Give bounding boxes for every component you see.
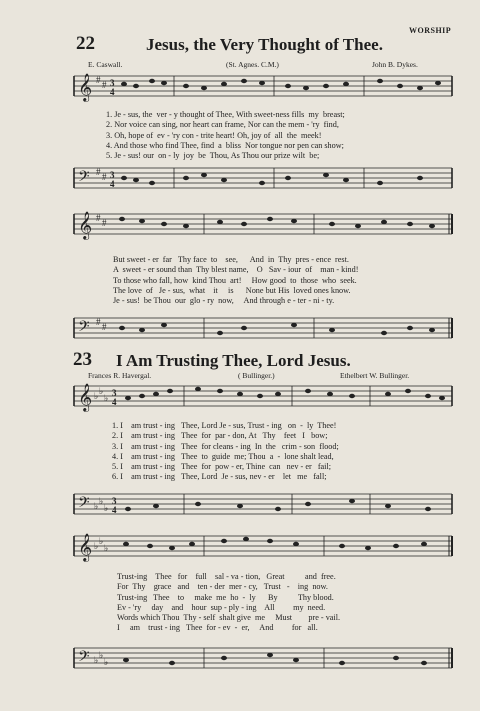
lyric-line: 1. I am trust - ing Thee, Lord Je - sus, Trust - ing on - ly Thee! bbox=[112, 421, 337, 430]
lyric-line: 3. Oh, hope of ev - 'ry con - trite heart! Oh, joy of all the meek! bbox=[106, 130, 322, 140]
svg-text:𝄞: 𝄞 bbox=[78, 75, 93, 101]
lyric-line: Je - sus! be Thou our glo - ry now, And through e - ter - ni - ty. bbox=[113, 296, 335, 306]
hymn-tune: (St. Agnes. C.M.) bbox=[226, 60, 279, 69]
lyric-line: 3. I am trust - ing Thee for cleans - ing In the crim - son flood; bbox=[112, 441, 339, 451]
treble-staff bbox=[74, 380, 452, 420]
svg-text:♭: ♭ bbox=[99, 650, 104, 660]
bass-staff bbox=[74, 486, 452, 524]
svg-text:𝄢: 𝄢 bbox=[78, 318, 90, 338]
hymn-composer: Ethelbert W. Bullinger. bbox=[340, 371, 410, 380]
svg-text:♭: ♭ bbox=[94, 501, 99, 511]
hymn-author: Frances R. Havergal. bbox=[88, 371, 152, 380]
svg-text:#: # bbox=[96, 167, 101, 177]
svg-text:♭: ♭ bbox=[104, 543, 109, 553]
hymn-number: 23 bbox=[73, 349, 92, 370]
svg-text:𝄞: 𝄞 bbox=[78, 385, 93, 411]
hymn-tune: ( Bullinger.) bbox=[238, 371, 275, 380]
svg-text:4: 4 bbox=[110, 87, 115, 97]
svg-text:♭: ♭ bbox=[104, 393, 109, 403]
svg-text:4: 4 bbox=[110, 179, 115, 189]
svg-text:♭: ♭ bbox=[99, 536, 104, 546]
svg-text:3: 3 bbox=[112, 496, 117, 506]
lyric-line: I am trust - ing Thee for - ev - er, And for all. bbox=[117, 623, 318, 633]
lyric-line: 5. Je - sus! our on - ly joy be Thou, As Thou our prize wilt be; bbox=[106, 151, 320, 161]
lyric-line: To those who fall, how kind Thou art! How good to those who seek. bbox=[113, 275, 357, 285]
lyric-line: The love of Je - sus, what it is None but His loved ones know. bbox=[113, 285, 351, 295]
svg-text:𝄢: 𝄢 bbox=[78, 168, 90, 188]
verse-block bbox=[112, 421, 339, 483]
hymn-number: 22 bbox=[76, 33, 95, 54]
svg-text:♭: ♭ bbox=[104, 503, 109, 513]
lyric-line: Ev - 'ry day and hour sup - ply - ing All my need. bbox=[117, 602, 326, 612]
svg-text:4: 4 bbox=[112, 505, 117, 515]
bass-staff bbox=[74, 640, 452, 678]
lyric-line: But sweet - er far Thy face to see, And in Thy pres - ence rest. bbox=[113, 255, 349, 264]
verse-block bbox=[106, 110, 345, 161]
lyric-line: 4. And those who find Thee, find a bliss Nor tongue nor pen can show; bbox=[106, 140, 344, 150]
lyric-line: A sweet - er sound than Thy blest name, O Sav - iour of man - kind! bbox=[113, 265, 359, 275]
svg-text:#: # bbox=[102, 172, 107, 182]
verse-block bbox=[113, 255, 358, 306]
svg-text:𝄞: 𝄞 bbox=[78, 213, 93, 239]
svg-text:♭: ♭ bbox=[99, 386, 104, 396]
svg-text:♭: ♭ bbox=[94, 391, 99, 401]
lyric-line: 2. I am trust - ing Thee for par - don, At Thy feet I bow; bbox=[112, 431, 328, 441]
treble-staff bbox=[74, 530, 452, 570]
hymn-author: E. Caswall. bbox=[88, 60, 123, 69]
bass-staff bbox=[74, 310, 452, 348]
lyric-line: 2. Nor voice can sing, nor heart can frame, Nor can the mem - 'ry find, bbox=[106, 120, 339, 130]
section-label: WORSHIP bbox=[409, 26, 452, 35]
lyric-line: Trust-ing Thee to make me ho - ly By Thy blood. bbox=[117, 592, 334, 602]
svg-text:3: 3 bbox=[110, 170, 115, 180]
bass-staff bbox=[74, 160, 452, 200]
lyric-line: For Thy grace and ten - der mer - cy, Trust - ing now. bbox=[117, 582, 328, 592]
svg-text:𝄞: 𝄞 bbox=[78, 535, 93, 561]
svg-text:♭: ♭ bbox=[94, 541, 99, 551]
svg-text:#: # bbox=[96, 213, 101, 223]
lyric-line: 1. Je - sus, the ver - y thought of Thee, With sweet-ness fills my breast; bbox=[106, 110, 345, 119]
svg-text:♭: ♭ bbox=[104, 657, 109, 667]
svg-text:𝄢: 𝄢 bbox=[78, 494, 90, 514]
svg-text:♭: ♭ bbox=[99, 496, 104, 506]
treble-staff bbox=[74, 208, 452, 248]
lyric-line: 6. I am trust - ing Thee, Lord Je - sus, nev - er let me fall; bbox=[112, 472, 327, 482]
svg-text:#: # bbox=[96, 75, 101, 85]
svg-text:𝄢: 𝄢 bbox=[78, 648, 90, 668]
treble-staff bbox=[74, 70, 452, 110]
hymn-title: I Am Trusting Thee, Lord Jesus. bbox=[116, 351, 351, 370]
lyric-line: 5. I am trust - ing Thee for pow - er, Thine can nev - er fail; bbox=[112, 462, 331, 472]
svg-text:3: 3 bbox=[110, 78, 115, 88]
svg-text:4: 4 bbox=[112, 397, 117, 407]
svg-text:3: 3 bbox=[112, 388, 117, 398]
hymn-title: Jesus, the Very Thought of Thee. bbox=[146, 35, 383, 54]
svg-text:#: # bbox=[102, 322, 107, 332]
svg-text:♭: ♭ bbox=[94, 655, 99, 665]
svg-text:#: # bbox=[96, 317, 101, 327]
lyric-line: Trust-ing Thee for full sal - va - tion, Great and free. bbox=[117, 572, 336, 581]
verse-block bbox=[117, 572, 340, 634]
svg-text:#: # bbox=[102, 80, 107, 90]
lyric-line: 4. I am trust - ing Thee to guide me; Thou a - lone shalt lead, bbox=[112, 451, 334, 461]
lyric-line: Words which Thou Thy - self shalt give me Must pre - vail. bbox=[117, 613, 341, 623]
svg-text:#: # bbox=[102, 218, 107, 228]
hymn-composer: John B. Dykes. bbox=[372, 60, 418, 69]
